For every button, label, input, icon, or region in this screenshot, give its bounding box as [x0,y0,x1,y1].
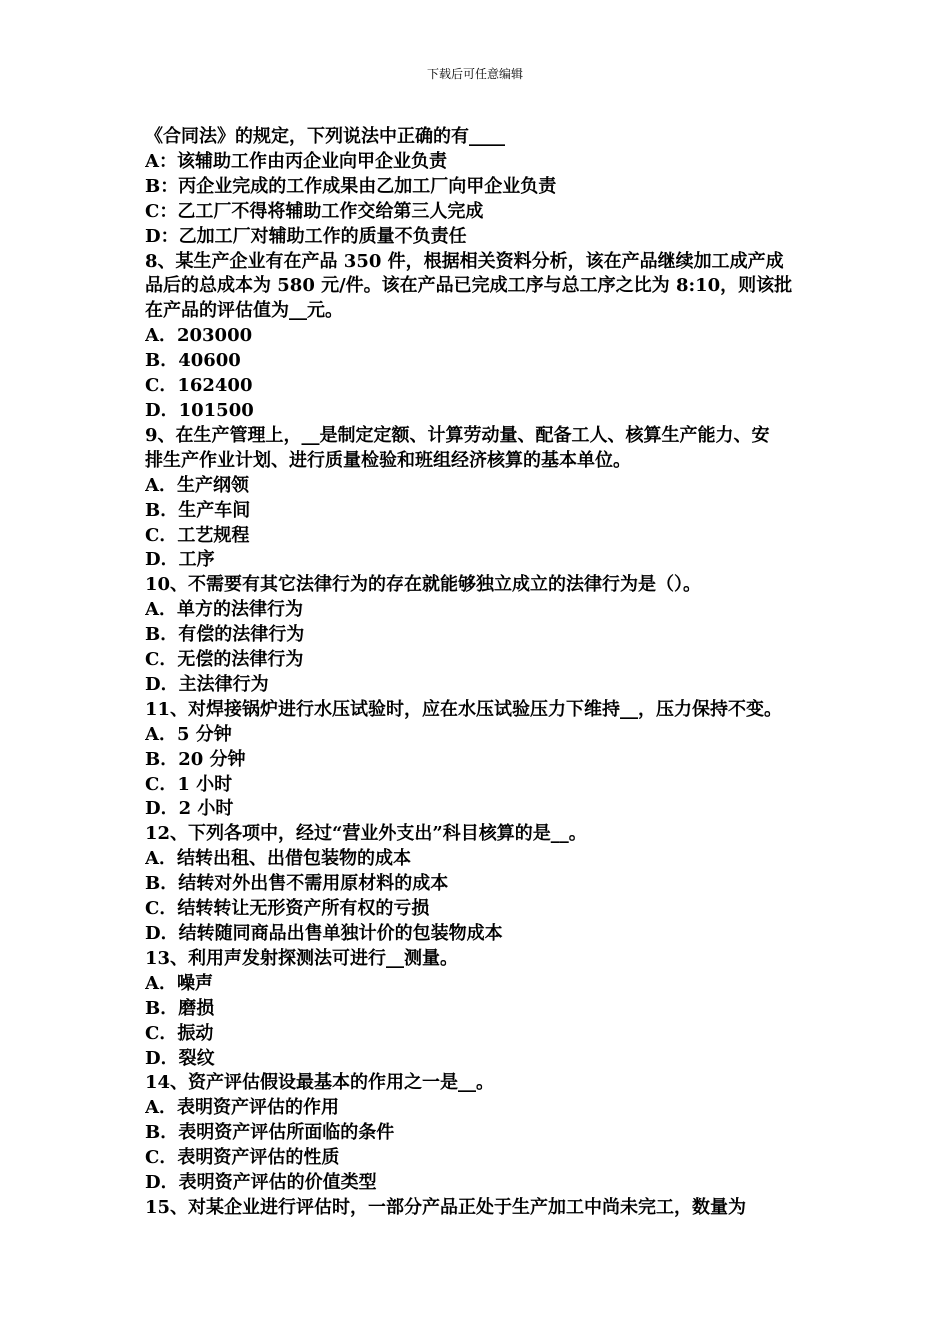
text-line: 13、利用声发射探测法可进行__测量。 [145,947,459,969]
text-line: 15、对某企业进行评估时，一部分产品正处于生产加工中尚未完工，数量为 [145,1196,747,1218]
text-line: A．单方的法律行为 [145,599,303,621]
text-line: B．40600 [145,350,241,372]
text-line: D：乙加工厂对辅助工作的质量不负责任 [145,225,467,247]
text-line: C．结转转让无形资产所有权的亏损 [145,898,430,920]
document-body [145,125,815,1221]
text-line: B．结转对外出售不需用原材料的成本 [145,873,449,895]
text-line: D．结转随同商品出售单独计价的包装物成本 [145,923,503,944]
text-line: D．主法律行为 [145,673,269,695]
text-line: 品后的总成本为 580 元/件。该在产品已完成工序与总工序之比为 8:10，则该批 [145,275,793,297]
text-line: 在产品的评估值为__元。 [145,300,343,322]
text-line: 11、对焊接锅炉进行水压试验时，应在水压试验压力下维持__，压力保持不变。 [145,698,783,720]
text-line: 8、某生产企业有在产品 350 件，根据相关资料分析，该在产品继续加工成产成 [145,250,784,272]
text-line: 9、在生产管理上，__是制定定额、计算劳动量、配备工人、核算生产能力、安 [145,424,770,446]
text-line: C．表明资产评估的性质 [145,1147,340,1169]
text-line: A．表明资产评估的作用 [145,1097,339,1119]
text-line: A．噪声 [145,972,213,994]
text-line: D．表明资产评估的价值类型 [145,1172,377,1194]
text-line: 《合同法》的规定，下列说法中正确的有____ [145,126,505,147]
text-line: D．2 小时 [145,798,234,820]
text-line: D．101500 [145,399,254,421]
text-line: D．工序 [145,549,215,571]
text-line: 14、资产评估假设最基本的作用之一是__。 [145,1072,495,1094]
text-line: B．20 分钟 [145,748,246,770]
text-line: C．162400 [145,375,253,397]
text-line: C．1 小时 [145,773,233,795]
text-line: A．生产纲领 [145,474,249,496]
text-line: B：丙企业完成的工作成果由乙加工厂向甲企业负责 [145,175,557,197]
text-line: B．生产车间 [145,499,251,521]
page-header: 下载后可任意编辑 [426,67,523,81]
text-line: B．表明资产评估所面临的条件 [145,1122,395,1144]
text-line: 12、下列各项中，经过“营业外支出”科目核算的是__。 [145,823,587,845]
text-line: D．裂纹 [145,1047,215,1069]
text-line: A．5 分钟 [145,723,232,745]
text-line: C．无偿的法律行为 [145,649,304,671]
text-line: B．磨损 [145,997,215,1019]
text-line: C：乙工厂不得将辅助工作交给第三人完成 [145,200,484,222]
text-line: 10、不需要有其它法律行为的存在就能够独立成立的法律行为是（）。 [145,574,702,596]
text-line: B．有偿的法律行为 [145,624,305,646]
text-line: A．203000 [145,325,253,347]
text-line: C．工艺规程 [145,524,250,546]
text-line: C．振动 [145,1022,214,1044]
text-line: A：该辅助工作由丙企业向甲企业负责 [145,150,447,172]
text-line: A．结转出租、出借包装物的成本 [145,848,411,870]
text-line: 排生产作业计划、进行质量检验和班组经济核算的基本单位。 [145,449,631,471]
